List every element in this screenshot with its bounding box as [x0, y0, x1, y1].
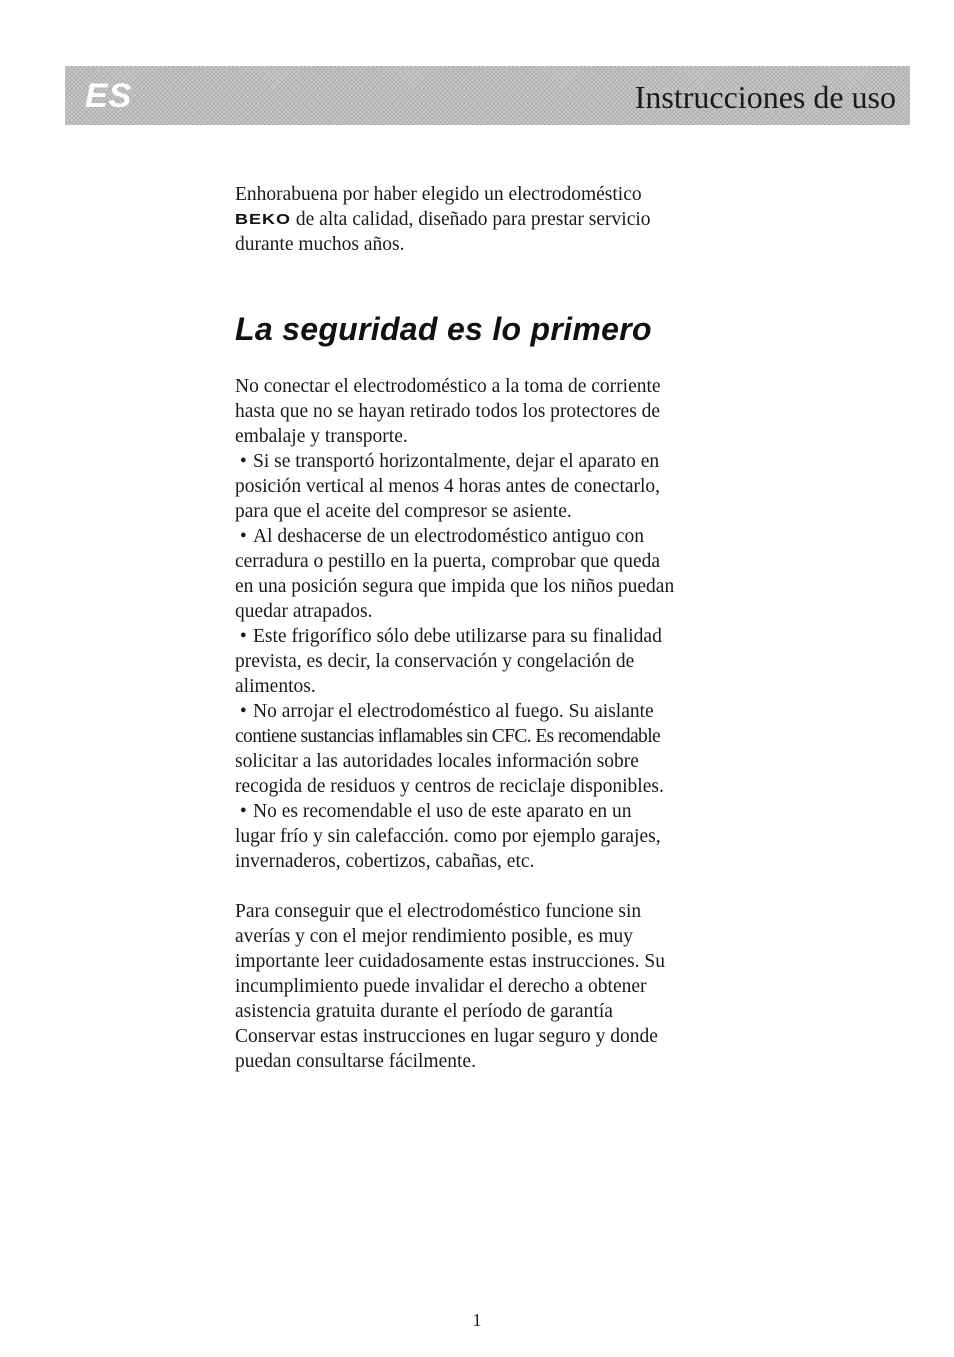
- closing-line: averías y con el mejor rendimiento posible, es muy: [235, 926, 634, 947]
- safety-line: hasta que no se hayan retirado todos los protectores de: [235, 401, 661, 422]
- bullet-dot-icon: •: [235, 526, 247, 547]
- bullet-line: cerradura o pestillo en la puerta, comprobar que queda: [235, 551, 661, 572]
- bullet-line: Al deshacerse de un electrodoméstico antiguo con: [253, 526, 644, 547]
- language-code: ES: [85, 77, 133, 115]
- intro-line: Enhorabuena por haber elegido un electrodoméstico: [235, 184, 642, 205]
- intro-paragraph: [235, 182, 735, 257]
- intro-line: durante muchos años.: [235, 234, 405, 255]
- safety-bullet: [235, 524, 735, 624]
- bullet-line: solicitar a las autoridades locales información sobre: [235, 751, 639, 772]
- safety-bullet: [235, 449, 735, 524]
- bullet-line: Si se transportó horizontalmente, dejar el aparato en: [253, 451, 660, 472]
- safety-line: No conectar el electrodoméstico a la toma de corriente: [235, 376, 661, 397]
- closing-line: Conservar estas instrucciones en lugar seguro y donde: [235, 1026, 658, 1047]
- bullet-line: recogida de residuos y centros de reciclaje disponibles.: [235, 776, 664, 797]
- safety-line: embalaje y transporte.: [235, 426, 408, 447]
- bullet-dot-icon: •: [235, 801, 247, 822]
- bullet-line: No arrojar el electrodoméstico al fuego. Su aislante: [253, 701, 654, 722]
- bullet-dot-icon: •: [235, 626, 247, 647]
- intro-line-text: de alta calidad, diseñado para prestar servicio: [291, 209, 651, 230]
- closing-line: incumplimiento puede invalidar el derecho a obtener: [235, 976, 647, 997]
- brand-logo: BEKO: [235, 211, 292, 227]
- bullet-dot-icon: •: [235, 451, 247, 472]
- closing-line: importante leer cuidadosamente estas instrucciones. Su: [235, 951, 665, 972]
- main-content: [235, 182, 735, 1074]
- bullet-line: No es recomendable el uso de este aparato en un: [253, 801, 632, 822]
- bullet-line: quedar atrapados.: [235, 601, 373, 622]
- bullet-line: contiene sustancias inflamables sin CFC. Es recomendable: [235, 726, 661, 747]
- section-heading: La seguridad es lo primero: [235, 311, 652, 347]
- bullet-line: Este frigorífico sólo debe utilizarse para su finalidad: [253, 626, 662, 647]
- bullet-line: en una posición segura que impida que los niños puedan: [235, 576, 675, 597]
- page-number: 1: [472, 1310, 482, 1330]
- header-bar: [65, 66, 910, 125]
- bullet-line: posición vertical al menos 4 horas antes de conectarlo,: [235, 476, 661, 497]
- bullet-line: prevista, es decir, la conservación y congelación de: [235, 651, 635, 672]
- safety-text: [235, 374, 735, 874]
- safety-bullet: [235, 699, 735, 799]
- bullet-dot-icon: •: [235, 701, 247, 722]
- safety-bullet: [235, 624, 735, 699]
- closing-line: Para conseguir que el electrodoméstico funcione sin: [235, 901, 642, 922]
- bullet-line: lugar frío y sin calefacción. como por ejemplo garajes,: [235, 826, 661, 847]
- intro-line: [235, 207, 735, 232]
- bullet-line: alimentos.: [235, 676, 316, 697]
- closing-paragraph: [235, 899, 735, 1074]
- closing-line: asistencia gratuita durante el período de garantía: [235, 1001, 613, 1022]
- closing-line: puedan consultarse fácilmente.: [235, 1051, 476, 1072]
- bullet-line: para que el aceite del compresor se asiente.: [235, 501, 572, 522]
- safety-bullet: [235, 799, 735, 874]
- header-title: Instrucciones de uso: [634, 79, 896, 115]
- bullet-line: invernaderos, cobertizos, cabañas, etc.: [235, 851, 535, 872]
